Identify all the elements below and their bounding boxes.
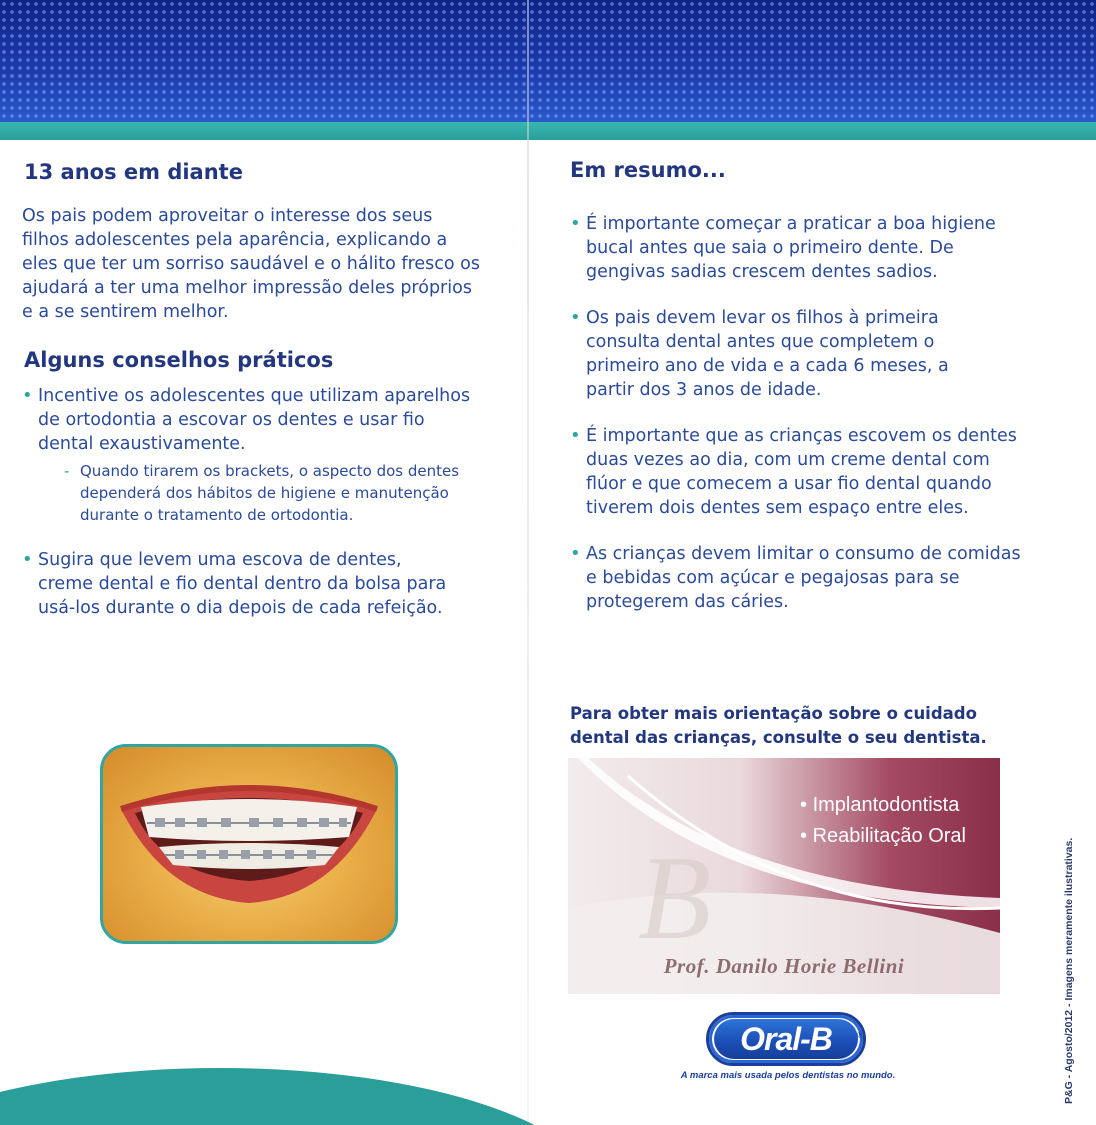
summary-point: • Os pais devem levar os filhos à primeira consulta dental antes que completem o primeiro ano de vida e a cada 6 meses, a partir dos 3 anos de idade. (570, 306, 1000, 402)
header-banner (0, 0, 1096, 140)
oral-b-wordmark: Oral-B (714, 1019, 858, 1059)
dentist-name: Prof. Danilo Horie Bellini (663, 954, 905, 978)
dash-marker: - (64, 462, 70, 480)
oral-b-logo (706, 1012, 866, 1066)
summary-point: • É importante que as crianças escovem os dentes duas vezes ao dia, com um creme dental com flúor e que comecem a usar fio dental quando tiverem dois dentes sem espaço entre eles. (570, 424, 1025, 520)
fold-line (527, 0, 529, 1125)
braces-smile-illustration (100, 744, 398, 944)
left-panel (22, 160, 492, 620)
subtip-text: Quando tirarem os brackets, o aspecto dos dentes dependerá dos hábitos de higiene e manutenção durante o tratamento de ortodontia. (80, 462, 460, 524)
dentist-card (568, 758, 1000, 994)
legal-footnote: P&G - Agosto/2012 - Imagens meramente ilustrativas. (1063, 837, 1075, 1104)
intro-paragraph: Os pais podem aproveitar o interesse dos seus filhos adolescentes pela aparência, explicando a eles que ter um sorriso saudável e o hálito fresco os ajudará a ter uma melhor impressão deles próprios e a se sentirem melhor. (22, 206, 480, 322)
header-teal-band (0, 122, 1096, 140)
section-heading-teens: 13 anos em diante (24, 160, 243, 184)
service-item: • Implantodontista (800, 790, 966, 821)
subtip-item (22, 460, 484, 526)
summary-point: • É importante começar a praticar a boa higiene bucal antes que saia o primeiro dente. De gengivas sadias crescem dentes sadios. (570, 212, 1025, 284)
summary-heading: Em resumo... (570, 158, 726, 182)
consult-dentist-message: Para obter mais orientação sobre o cuidado dental das crianças, consulte o seu dentista. (570, 704, 987, 747)
teal-arc-decoration (0, 1068, 600, 1125)
section-heading-tips: Alguns conselhos práticos (24, 348, 334, 372)
brand-tagline: A marca mais usada pelos dentistas no mundo. (680, 1070, 896, 1081)
summary-point: • As crianças devem limitar o consumo de comidas e bebidas com açúcar e pegajosas para se protegerem das cáries. (570, 542, 1025, 614)
tip-item: • Sugira que levem uma escova de dentes, creme dental e fio dental dentro da bolsa para usá-los durante o dia depois de cada refeição. (22, 548, 462, 620)
service-item: • Reabilitação Oral (800, 821, 966, 852)
svg-text:B: B (638, 831, 712, 964)
registered-mark-icon: ® (856, 1031, 865, 1041)
right-panel (570, 158, 1030, 614)
tip-item: • Incentive os adolescentes que utilizam aparelhos de ortodontia a escovar os dentes e usar fio dental exaustivamente. (22, 384, 484, 456)
smile-image (103, 747, 395, 941)
